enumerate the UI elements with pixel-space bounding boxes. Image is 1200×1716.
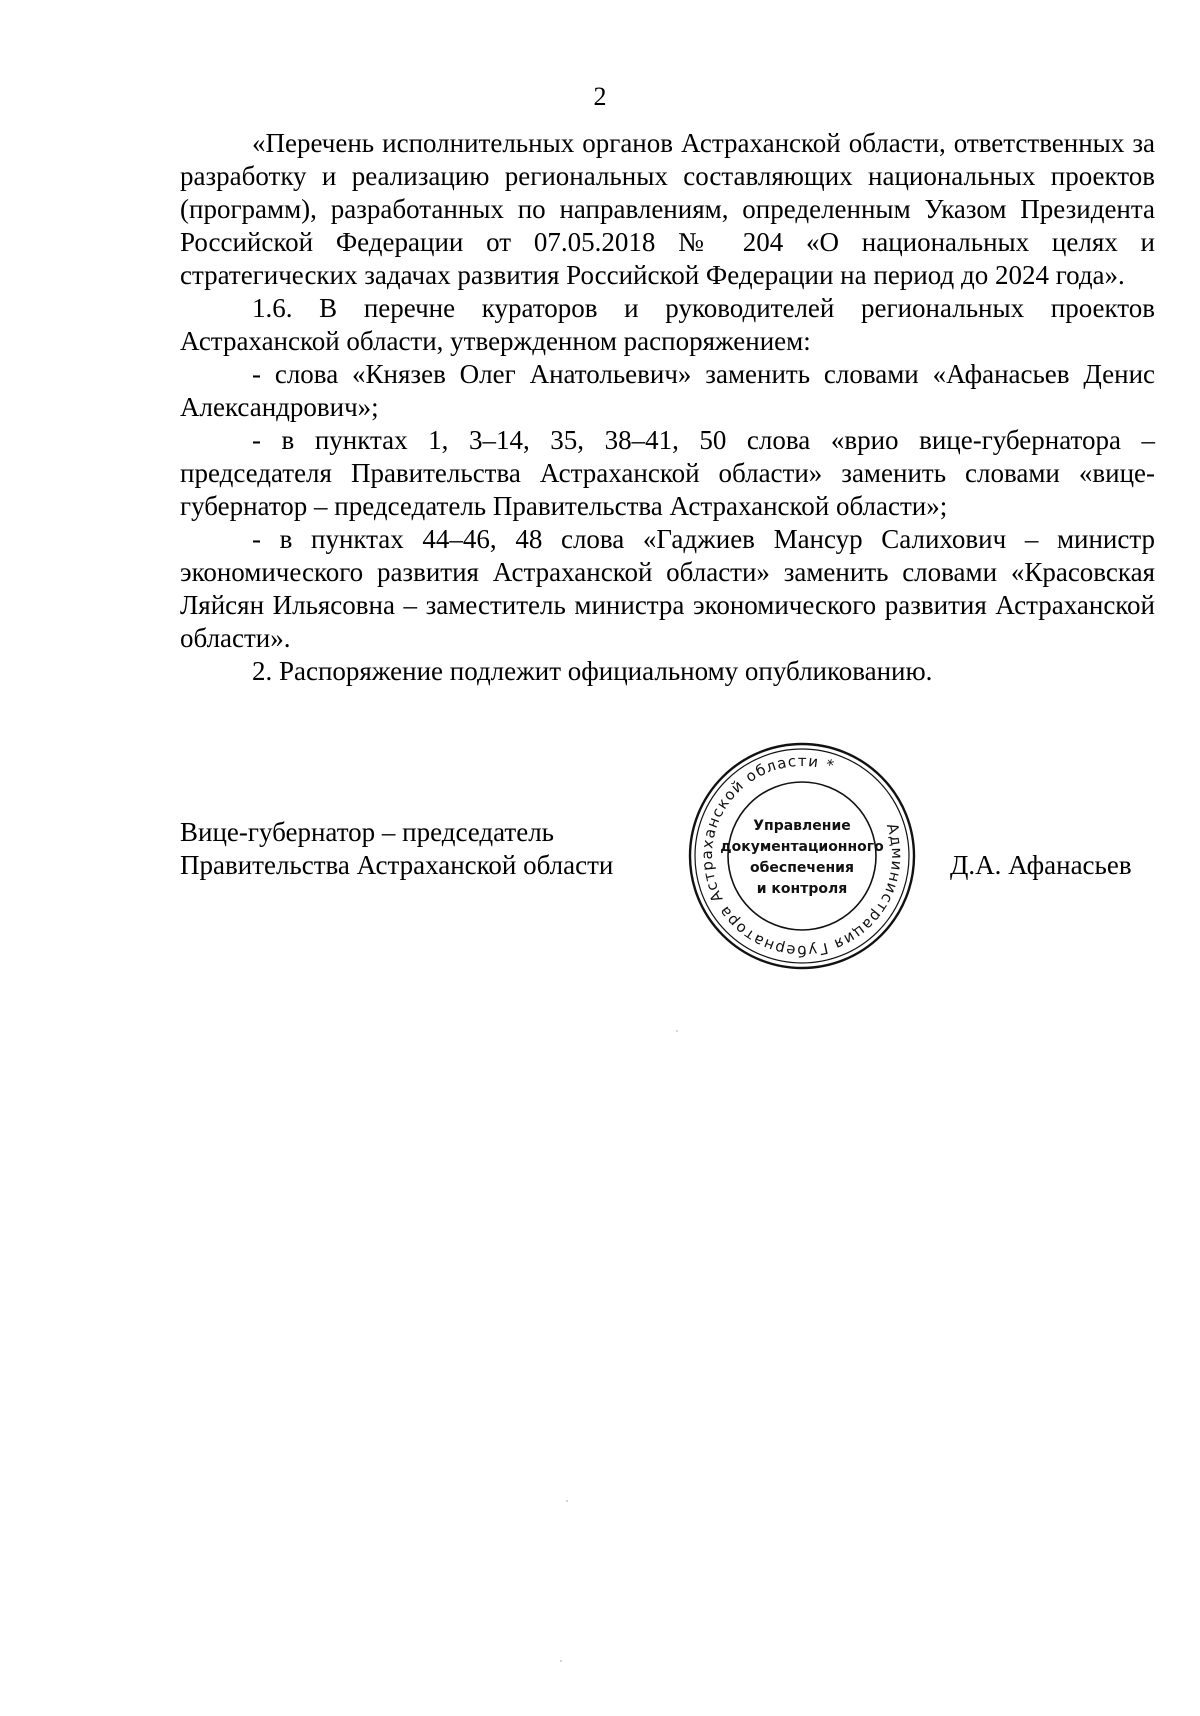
svg-text:Администрация Губернатора Астр: Администрация Губернатора Астраханской области *	[697, 751, 907, 961]
scan-speck	[560, 1660, 562, 1662]
paragraph-list-title: «Перечень исполнительных органов Астраханской области, ответственных за разработку и реализацию региональных составляющих национальных проектов (программ), разработанных по направлениям, определенным Указом Президента Российской Федерации от 07.05.2018 № 204 «О национальных целях и стратегических задачах развития Российской Федерации на период до 2024 года».	[180, 128, 1155, 290]
paragraph-1-6: 1.6. В перечне кураторов и руководителей региональных проектов Астраханской области, утвержденном распоряжением:	[180, 293, 1155, 356]
document-body	[180, 127, 1155, 688]
paragraph-bullet-3: - в пунктах 44–46, 48 слова «Гаджиев Мансур Салихович – министр экономического развития Астраханской области» заменить словами «Красовская Ляйсян Ильясовна – заместитель министра экономического развития Астраханской области».	[180, 524, 1155, 653]
paragraph-2: 2. Распоряжение подлежит официальному опубликованию.	[252, 656, 933, 686]
svg-text:обеспечения: обеспечения	[750, 860, 854, 876]
signatory-position	[180, 816, 613, 882]
paragraph-bullet-1: - слова «Князев Олег Анатольевич» заменить словами «Афанасьев Денис Александрович»;	[180, 359, 1155, 422]
svg-text:документационного: документационного	[720, 839, 884, 855]
scan-speck	[676, 1030, 678, 1032]
official-seal-graphic	[686, 740, 918, 972]
official-seal	[686, 740, 918, 972]
paragraph-bullet-2: - в пунктах 1, 3–14, 35, 38–41, 50 слова «врио вице-губернатора – председателя Правительства Астраханской области» заменить словами «вице-губернатор – председатель Правительства Астраханской области»;	[180, 425, 1155, 521]
svg-text:Управление: Управление	[753, 818, 851, 834]
page-number: 2	[593, 82, 607, 111]
signatory-position-line-2: Правительства Астраханской области	[180, 850, 614, 880]
svg-text:и контроля: и контроля	[756, 881, 848, 897]
signatory-name: Д.А. Афанасьев	[950, 850, 1132, 880]
signatory-position-line-1: Вице-губернатор – председатель	[180, 817, 554, 847]
scan-speck	[566, 1500, 568, 1502]
